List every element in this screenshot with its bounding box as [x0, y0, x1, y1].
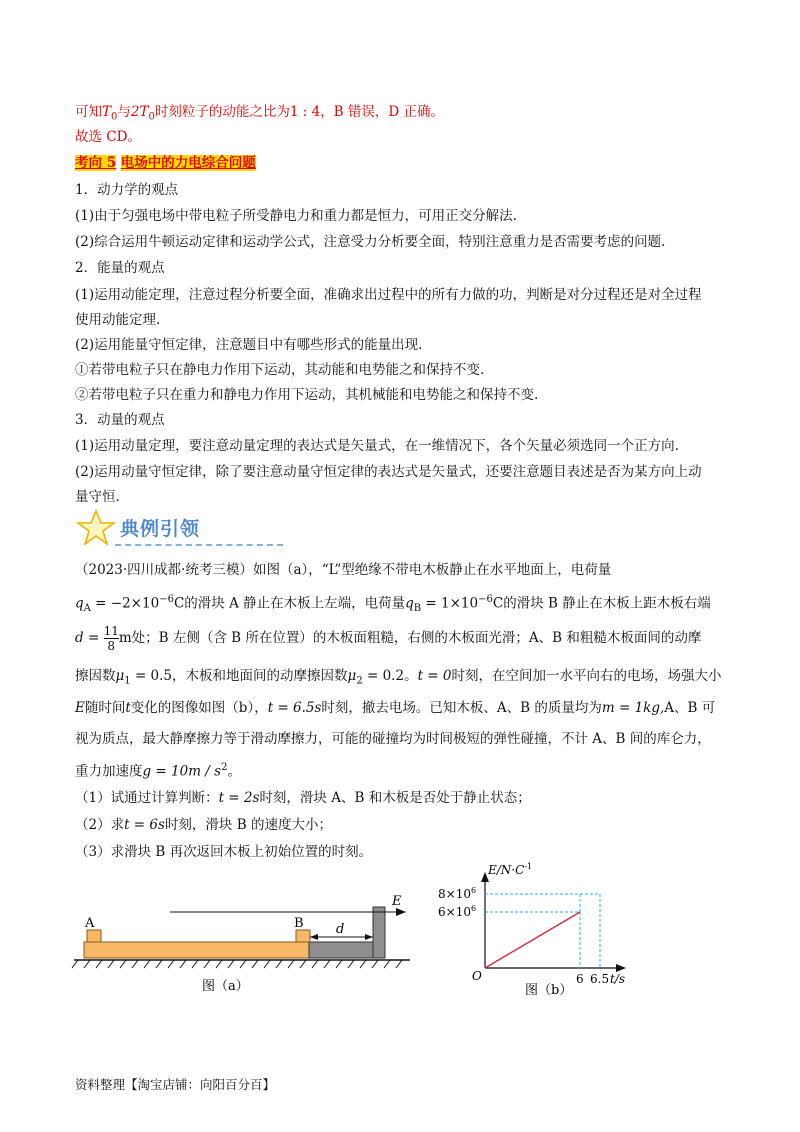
math: q	[405, 595, 414, 612]
math-2T0: 2T	[130, 104, 149, 120]
footer: 资料整理【淘宝店铺：向阳百分百】	[75, 1077, 276, 1092]
paragraph: ①若带电粒子只在静电力作用下运动，其动能和电势能之和保持不变.	[75, 362, 485, 378]
math-sub: 2	[356, 675, 363, 687]
paragraph: (2)运用动量守恒定律，除了要注意动量守恒定律的表达式是矢量式，还要注意题目表述是否为某方向上动	[75, 464, 702, 480]
e-t-line	[485, 912, 580, 968]
section-heading	[75, 153, 735, 173]
question-2	[75, 815, 735, 835]
d-arrow-right	[365, 934, 373, 940]
paragraph: 使用动能定理.	[75, 312, 161, 328]
x-axis-arrow	[616, 964, 626, 972]
math: t = 6.5s	[267, 700, 322, 716]
conclusion-line	[75, 102, 735, 128]
figure-b-caption: 图（b）	[525, 983, 573, 998]
text: ，B 错误，D 正确。	[320, 104, 444, 120]
problem-line-3: d = $\frac{11}{8}$ m处；B 左侧（含 B 所在位置）的木板面粗糙，右侧的木板面光滑；A、B 和粗糙木板面间的动摩	[75, 624, 702, 653]
math: d	[75, 630, 84, 646]
y-tick-6e6: $6\times 10^6$	[438, 904, 477, 919]
math: μ	[115, 668, 125, 684]
x-tick-6-5: 6.5	[590, 972, 610, 986]
paragraph: (1)由于匀强电场中带电粒子所受静电力和重力都是恒力，可用正交分解法.	[75, 208, 517, 224]
ratio: 1 : 4	[289, 104, 321, 120]
x-tick-6: 6	[576, 972, 584, 986]
heading-1: 1．动力学的观点	[75, 182, 179, 198]
math: m = 1kg,	[601, 700, 665, 716]
text: 随时间	[84, 700, 126, 716]
text: 的滑块 A 静止在木板上左端，电荷量	[184, 595, 406, 612]
text: 时刻粒子的动能之比为	[154, 104, 290, 120]
origin-label: O	[472, 969, 482, 983]
text: 。	[227, 763, 241, 780]
problem-line-6: 视为质点，最大静摩擦力等于滑动摩擦力，可能的碰撞均为时间极短的弹性碰撞，不计 A、B 间的库仑力，	[75, 731, 711, 747]
star-icon	[76, 508, 116, 548]
math-sub: 1	[124, 675, 131, 687]
banner-underline	[115, 544, 283, 546]
ground-hatching	[72, 960, 402, 968]
problem-line-7	[75, 758, 735, 782]
text: （2）求	[75, 817, 125, 833]
text: （1）试通过计算判断：	[75, 790, 219, 806]
math-sub: 0	[148, 111, 155, 123]
smooth-board	[309, 942, 377, 958]
text: 时刻，在空间加一水平向右的电场，场强大小	[451, 668, 722, 684]
text: A、B 可	[664, 700, 716, 716]
math-sup: 2	[221, 762, 228, 773]
paragraph: (2)运用能量守恒定律，注意题目中有哪些形式的能量出现.	[75, 337, 423, 353]
math: = 0.5	[130, 668, 173, 684]
board-wall	[373, 907, 385, 958]
text: 时刻，撤去电场。已知木板、A、B 的质量均为	[321, 700, 602, 716]
banner-title: 典例引领	[120, 518, 201, 540]
y-axis-label: $E/N\cdot C^{-1}$	[488, 862, 533, 877]
math-sup: −6	[478, 594, 493, 605]
math: q	[75, 595, 84, 612]
text: 擦因数	[75, 668, 116, 684]
paragraph: (1)运用动能定理，注意过程分析要全面，准确求出过程中的所有力做的功，判断是对分过程还是对全过程	[75, 287, 702, 303]
math: g = 10m / s	[142, 763, 222, 780]
label-b: B	[294, 916, 304, 931]
math-T0: T	[102, 104, 112, 120]
problem-line-5	[75, 698, 735, 718]
text: 变化的图像如图（b），	[130, 700, 268, 716]
math: E	[75, 700, 85, 716]
paragraph: ②若带电粒子只在重力和静电力作用下运动，其机械能和电势能之和保持不变.	[75, 387, 539, 403]
question-1	[75, 788, 735, 808]
rough-board	[84, 942, 309, 958]
text: 的滑块 B 静止在木板上距木板右端	[503, 595, 711, 612]
text: 与	[117, 104, 131, 120]
text: 。	[404, 668, 418, 684]
math: t = 0	[417, 668, 452, 684]
label-d: d	[336, 922, 345, 937]
section-title: 电场中的力电综合问题	[120, 155, 256, 171]
figure-b	[430, 860, 630, 1000]
text: 重力加速度	[75, 763, 143, 780]
text: ，木板和地面间的动摩擦因数	[172, 668, 348, 684]
problem-line-2	[75, 590, 735, 619]
answer-line: 故选 CD。	[75, 129, 141, 145]
heading-2: 2．能量的观点	[75, 260, 165, 276]
math: t = 2s	[218, 790, 260, 806]
y-tick-8e6: $8\times 10^6$	[438, 886, 477, 901]
paragraph: 量守恒.	[75, 489, 120, 505]
math-sup: −6	[159, 594, 174, 605]
heading-3: 3．动量的观点	[75, 412, 165, 428]
paragraph: (1)运用动量定理，要注意动量定理的表达式是矢量式，在一维情况下，各个矢量必须选同一个正方向.	[75, 438, 679, 454]
block-b	[296, 930, 310, 942]
figure-a-caption: 图（a）	[202, 979, 249, 994]
math: t	[125, 700, 131, 716]
block-a	[87, 930, 101, 942]
problem-line-4	[75, 666, 735, 692]
math-sub: B	[413, 603, 422, 615]
math-sub: 0	[111, 111, 118, 123]
numerator: 11	[103, 624, 119, 638]
math: C	[173, 595, 185, 612]
math-sub: A	[83, 603, 91, 615]
math: C	[492, 595, 504, 612]
e-field-arrow	[396, 908, 406, 916]
math: = 1×10	[421, 595, 479, 612]
paragraph: (2)综合运用牛顿运动定律和运动学公式，注意受力分析要全面，特别注意重力是否需要考虑的问题.	[75, 234, 666, 250]
text: 可知	[75, 104, 102, 120]
denominator: 8	[107, 639, 116, 653]
math: = 0.2	[362, 668, 405, 684]
question-3: （3）求滑块 B 再次返回木板上初始位置的时刻。	[75, 844, 373, 860]
section-tag: 考向 5	[75, 155, 117, 171]
text: 时刻，滑块 A、B 和木板是否处于静止状态；	[259, 790, 531, 806]
math: m	[118, 630, 132, 646]
math: = −2×10	[90, 595, 160, 612]
figure-a	[70, 880, 415, 1000]
label-a: A	[85, 916, 95, 931]
fraction	[104, 624, 119, 653]
math: μ	[347, 668, 357, 684]
math: t = 6s	[124, 817, 165, 833]
text: 处；B 左侧（含 B 所在位置）的木板面粗糙，右侧的木板面光滑；A、B 和粗糙木板面间的动摩	[131, 630, 702, 646]
x-axis-label: t/s	[610, 972, 626, 986]
d-arrow-left	[310, 934, 318, 940]
text: 时刻，滑块 B 的速度大小；	[164, 817, 332, 833]
label-e: E	[392, 894, 402, 909]
problem-line-1: （2023·四川成都·统考三模）如图（a），“L”型绝缘不带电木板静止在水平地面上，电荷量	[75, 562, 612, 578]
